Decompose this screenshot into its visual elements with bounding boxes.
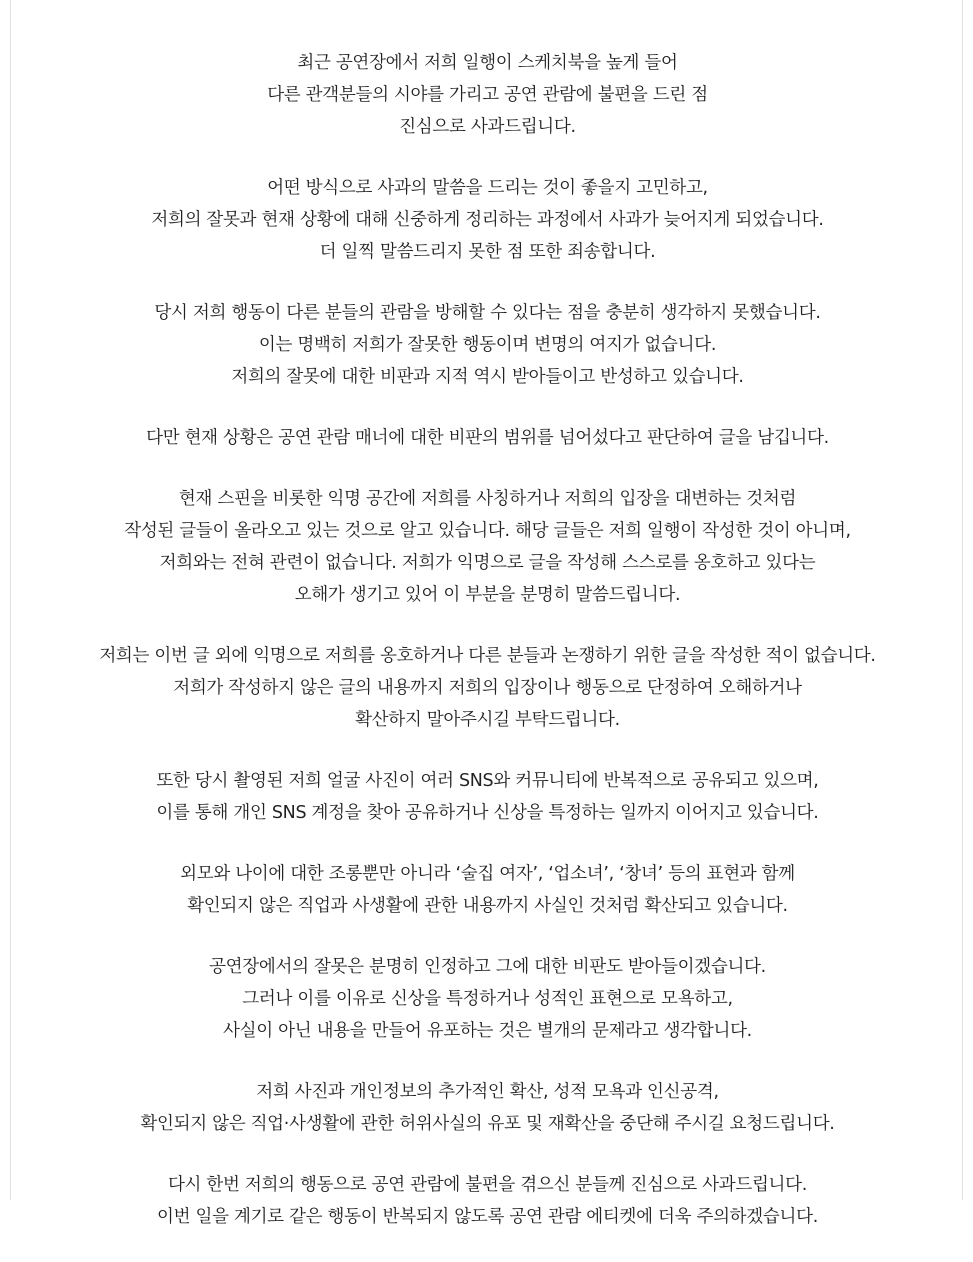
- text-line: 저희와는 전혀 관련이 없습니다. 저희가 익명으로 글을 작성해 스스로를 옹호하고 있다는: [159, 553, 816, 573]
- paragraph-7: [11, 765, 964, 829]
- paragraph-1: [11, 47, 964, 143]
- text-line: 작성된 글들이 올라오고 있는 것으로 알고 있습니다. 해당 글들은 저희 일행이 작성한 것이 아니며,: [124, 521, 851, 541]
- text-line: 저희는 이번 글 외에 익명으로 저희를 옹호하거나 다른 분들과 논쟁하기 위한 글을 작성한 적이 없습니다.: [99, 646, 876, 666]
- text-line: 확산하지 말아주시길 부탁드립니다.: [355, 710, 620, 730]
- paragraph-10: [11, 1076, 964, 1140]
- text-line: 다른 관객분들의 시야를 가리고 공연 관람에 불편을 드린 점: [267, 85, 708, 105]
- text-line: 또한 당시 촬영된 저희 얼굴 사진이 여러 SNS와 커뮤니티에 반복적으로 공유되고 있으며,: [156, 771, 819, 791]
- text-line: 공연장에서의 잘못은 분명히 인정하고 그에 대한 비판도 받아들이겠습니다.: [209, 957, 766, 977]
- text-line: 확인되지 않은 직업·사생활에 관한 허위사실의 유포 및 재확산을 중단해 주시길 요청드립니다.: [140, 1114, 835, 1134]
- paragraph-11: [11, 1169, 964, 1233]
- paragraph-4: [11, 422, 964, 454]
- text-line: 사실이 아닌 내용을 만들어 유포하는 것은 별개의 문제라고 생각합니다.: [223, 1021, 752, 1041]
- paragraph-3: [11, 297, 964, 393]
- apology-letter: [11, 47, 964, 1262]
- text-line: 오해가 생기고 있어 이 부분을 분명히 말씀드립니다.: [294, 585, 681, 605]
- paragraph-8: [11, 858, 964, 922]
- text-line: 더 일찍 말씀드리지 못한 점 또한 죄송합니다.: [319, 242, 656, 262]
- paragraph-5: [11, 483, 964, 611]
- document-page: [10, 0, 963, 1227]
- text-line: 확인되지 않은 직업과 사생활에 관한 내용까지 사실인 것처럼 확산되고 있습니다.: [187, 896, 788, 916]
- text-line: 진심으로 사과드립니다.: [399, 117, 576, 137]
- paragraph-2: [11, 172, 964, 268]
- text-line: 당시 저희 행동이 다른 분들의 관람을 방해할 수 있다는 점을 충분히 생각하지 못했습니다.: [154, 303, 821, 323]
- text-line: 외모와 나이에 대한 조롱뿐만 아니라 ‘술집 여자’, ‘업소녀’, ‘창녀’ 등의 표현과 함께: [180, 864, 795, 884]
- paragraph-6: [11, 640, 964, 736]
- text-line: 다만 현재 상황은 공연 관람 매너에 대한 비판의 범위를 넘어섰다고 판단하여 글을 남깁니다.: [146, 428, 829, 448]
- text-line: 저희의 잘못에 대한 비판과 지적 역시 받아들이고 반성하고 있습니다.: [231, 367, 744, 387]
- text-line: 현재 스핀을 비롯한 익명 공간에 저희를 사칭하거나 저희의 입장을 대변하는 것처럼: [178, 489, 797, 509]
- text-line: 저희의 잘못과 현재 상황에 대해 신중하게 정리하는 과정에서 사과가 늦어지게 되었습니다.: [151, 210, 824, 230]
- text-line: 그러나 이를 이유로 신상을 특정하거나 성적인 표현으로 모욕하고,: [242, 989, 733, 1009]
- text-line: 저희 사진과 개인정보의 추가적인 확산, 성적 모욕과 인신공격,: [256, 1082, 719, 1102]
- text-line: 다시 한번 저희의 행동으로 공연 관람에 불편을 겪으신 분들께 진심으로 사과드립니다.: [167, 1175, 808, 1195]
- text-line: 이는 명백히 저희가 잘못한 행동이며 변명의 여지가 없습니다.: [258, 335, 717, 355]
- text-line: 이를 통해 개인 SNS 계정을 찾아 공유하거나 신상을 특정하는 일까지 이어지고 있습니다.: [156, 803, 819, 823]
- text-line: 이번 일을 계기로 같은 행동이 반복되지 않도록 공연 관람 에티켓에 더욱 주의하겠습니다.: [157, 1207, 818, 1227]
- text-line: 저희가 작성하지 않은 글의 내용까지 저희의 입장이나 행동으로 단정하여 오해하거나: [173, 678, 802, 698]
- paragraph-9: [11, 951, 964, 1047]
- text-line: 최근 공연장에서 저희 일행이 스케치북을 높게 들어: [297, 53, 678, 73]
- text-line: 어떤 방식으로 사과의 말씀을 드리는 것이 좋을지 고민하고,: [267, 178, 708, 198]
